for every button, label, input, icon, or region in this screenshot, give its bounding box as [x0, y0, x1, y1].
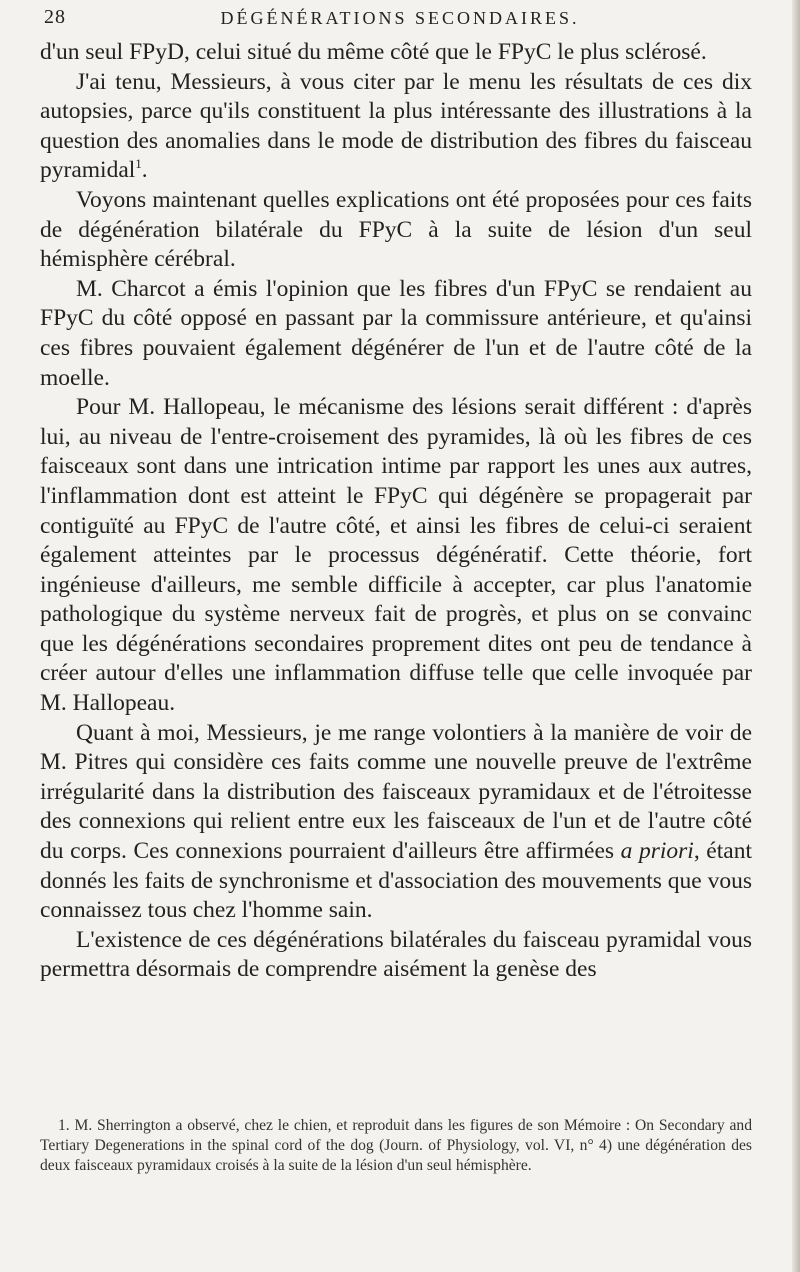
paragraph-hallopeau: Pour M. Hallopeau, le mécanisme des lésions serait différent : d'après lui, au niveau de l'entre-croisement des pyramides, là où les fibres de ces faisceaux sont dans une intrication intime par rapport les unes aux autres, l'inflammation dont est atteint le FPyC qui dégénère se propagerait par contiguïté au FPyC de l'autre côté, et ainsi les fibres de celui-ci seraient également atteintes par le processus dégénératif. Cette théorie, fort ingénieuse d'ailleurs, me semble difficile à accepter, car plus l'anatomie pathologique du système nerveux fait de progrès, et plus on se convainc que les dégénérations secondaires proprement dites ont peu de tendance à créer autour d'elles une inflammation diffuse telle que celle invoquée par M. Hallopeau.	[40, 394, 752, 717]
paragraph-autopsies-end: .	[141, 157, 148, 184]
running-title: DÉGÉNÉRATIONS SECONDAIRES.	[220, 8, 580, 28]
paragraph-explications: Voyons maintenant quelles explications ont été proposées pour ces faits de dégénération bilatérale du FPyC à la suite de lésion d'un seul hémisphère cérébral.	[40, 186, 752, 273]
paragraph-continued: d'un seul FPyD, celui situé du même côté que le FPyC le plus sclérosé.	[40, 39, 707, 65]
book-page	[40, 0, 760, 1272]
paragraph-charcot: M. Charcot a émis l'opinion que les fibres d'un FPyC se rendaient au FPyC du côté opposé en passant par la commissure antérieure, et qu'ainsi ces fibres pouvaient également dégénérer de l'un et de l'autre côté de la moelle.	[40, 275, 752, 391]
paragraph-autopsies-text: J'ai tenu, Messieurs, à vous citer par le menu les résultats de ces dix autopsies, parce qu'ils constituent la plus intéressante des illustrations à la question des anomalies dans le mode de distribution des fibres du faisceau pyramidal	[40, 68, 752, 184]
page-header	[40, 4, 760, 36]
body-text	[40, 38, 752, 985]
paragraph-pitres-text: Quant à moi, Messieurs, je me range volontiers à la manière de voir de M. Pitres qui considère ces faits comme une nouvelle preuve de l'extrême irrégularité dans la distribution des faisceaux pyramidaux et de l'étroitesse des connexions qui relient entre eux les faisceaux de l'un et de l'autre côté du corps. Ces connexions pourraient d'ailleurs être affirmées	[40, 719, 752, 865]
page-edge-shadow	[792, 0, 800, 1272]
paragraph-pitres-end: , étant donnés les faits de synchronisme et d'association des mouvements que vous connaissez tous chez l'homme sain.	[40, 838, 752, 924]
footnote-reference[interactable]: 1	[135, 156, 142, 172]
italic-a-priori: a priori	[620, 838, 694, 865]
page-number: 28	[44, 6, 66, 28]
paragraph-autopsies	[40, 68, 752, 186]
footnote	[40, 1116, 752, 1175]
paragraph-pitres	[40, 719, 752, 926]
paragraph-existence: L'existence de ces dégénérations bilatérales du faisceau pyramidal vous permettra désormais de comprendre aisément la genèse des	[40, 926, 752, 983]
footnote-text: 1. M. Sherrington a observé, chez le chien, et reproduit dans les figures de son Mémoire : On Secondary and Tertiary Degenerations in the spinal cord of the dog (Journ. of Physiology, vol. VI, n° 4) une dégénération des deux faisceaux pyramidaux croisés à la suite de la lésion d'un seul hémisphère.	[40, 1117, 752, 1174]
